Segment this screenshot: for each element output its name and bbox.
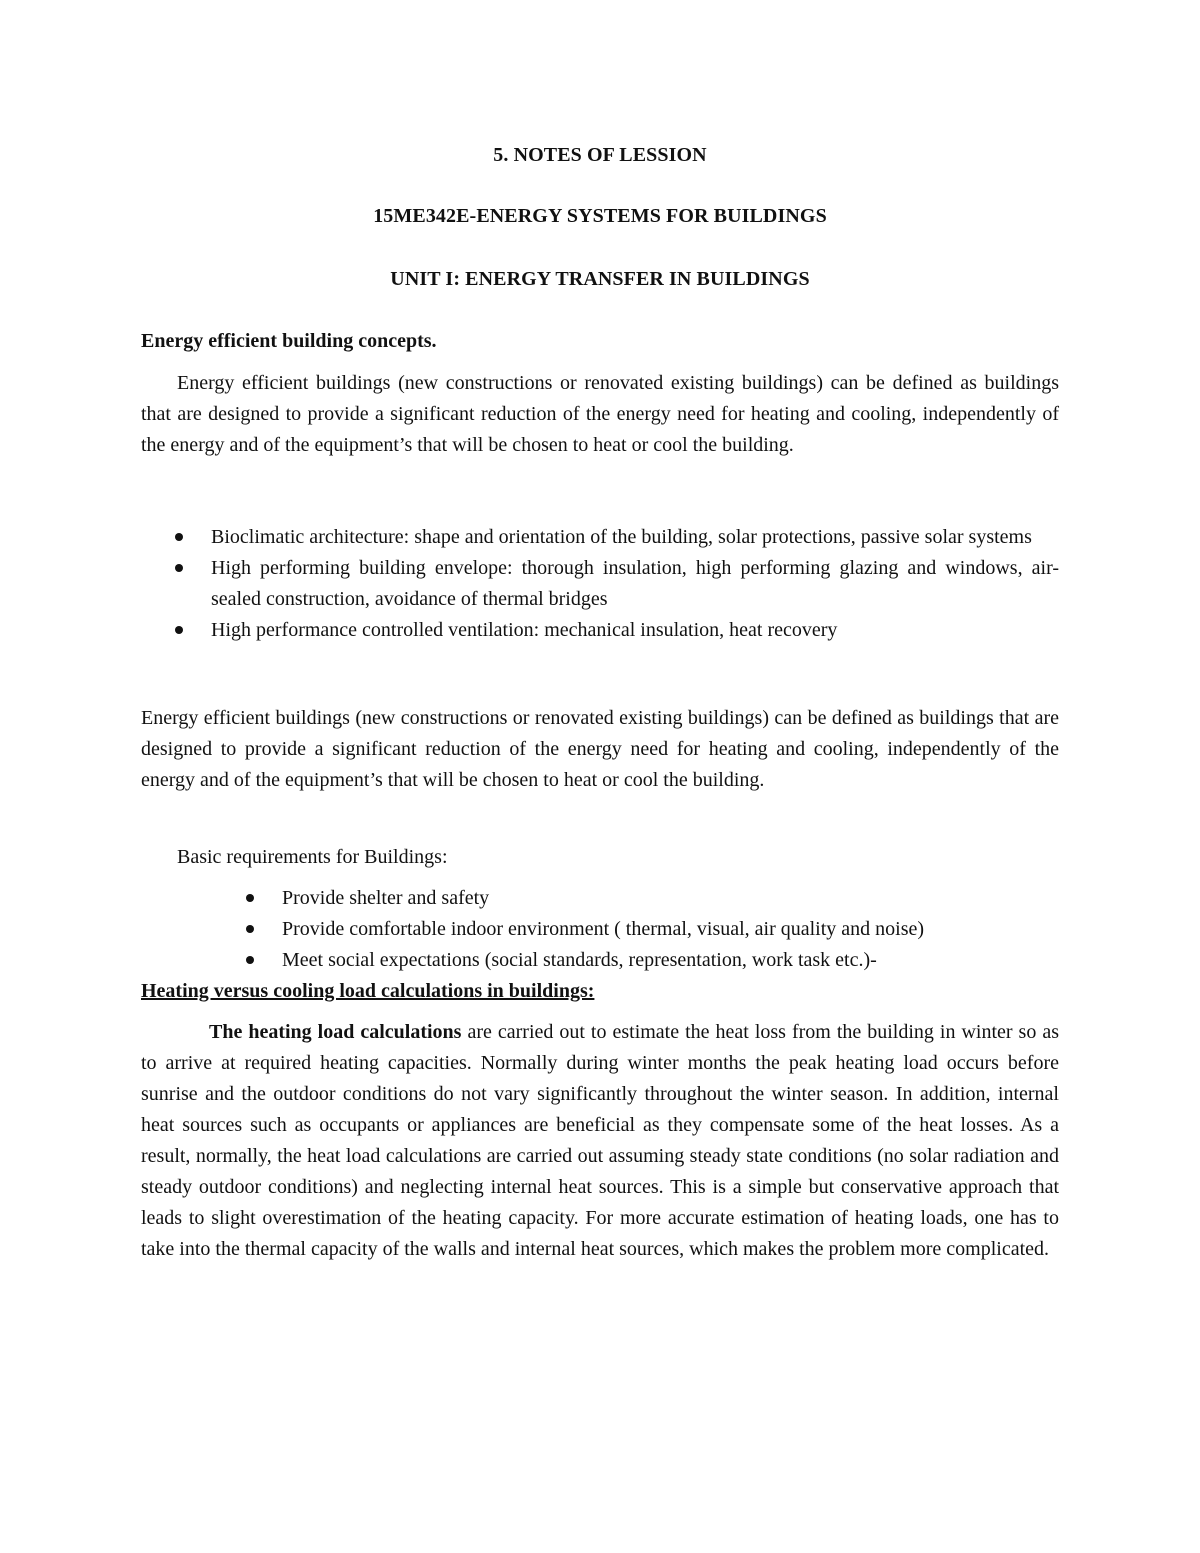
list-item-text: High performing building envelope: thorough insulation, high performing glazing and windows, air-sealed construction, avoidance of thermal bridges xyxy=(211,557,1059,610)
list-item xyxy=(211,615,1059,646)
document-title: 5. NOTES OF LESSION xyxy=(493,144,707,166)
paragraph-heating-load xyxy=(141,1017,1059,1265)
bullet-icon xyxy=(175,533,183,541)
list-item-text: High performance controlled ventilation: mechanical insulation, heat recovery xyxy=(211,619,838,641)
list-item xyxy=(211,522,1059,553)
heating-load-body: are carried out to estimate the heat loss from the building in winter so as to arrive at required heating capacities. Normally during winter months the peak heating load occurs before sunrise and the outdoor conditions do not vary significantly throughout the winter season. In addition, internal heat sources such as occupants or appliances are beneficial as they compensate some of the heat losses. As a result, normally, the heat load calculations are carried out assuming steady state conditions (no solar radiation and steady outdoor conditions) and neglecting internal heat sources. This is a simple but conservative approach that leads to slight overestimation of the heating capacity. For more accurate estimation of heating loads, one has to take into the thermal capacity of the walls and internal heat sources, which makes the problem more complicated. xyxy=(141,1021,1059,1260)
list-item xyxy=(282,945,1059,976)
bullet-icon xyxy=(246,894,254,902)
list-item-text: Bioclimatic architecture: shape and orientation of the building, solar protections, passive solar systems xyxy=(211,526,1032,548)
concept-bullet-list xyxy=(211,522,1059,646)
bullet-icon xyxy=(175,626,183,634)
bullet-icon xyxy=(246,925,254,933)
unit-title: UNIT I: ENERGY TRANSFER IN BUILDINGS xyxy=(390,268,810,290)
bullet-icon xyxy=(175,564,183,572)
list-item xyxy=(282,883,1059,914)
paragraph-definition-repeat: Energy efficient buildings (new constructions or renovated existing buildings) can be defined as buildings that are designed to provide a significant reduction of the energy need for heating and cooling, independently of the energy and of the equipment’s that will be chosen to heat or cool the building. xyxy=(141,707,1059,791)
list-item-text: Meet social expectations (social standards, representation, work task etc.)- xyxy=(282,949,877,971)
list-item xyxy=(211,553,1059,615)
section-heading-heating-cooling: Heating versus cooling load calculations in buildings: xyxy=(141,980,595,1002)
course-title: 15ME342E-ENERGY SYSTEMS FOR BUILDINGS xyxy=(373,205,827,227)
list-item-text: Provide shelter and safety xyxy=(282,887,490,909)
section-heading-energy-efficient: Energy efficient building concepts. xyxy=(141,330,437,352)
bullet-icon xyxy=(246,956,254,964)
requirements-intro: Basic requirements for Buildings: xyxy=(177,846,448,868)
paragraph-definition: Energy efficient buildings (new constructions or renovated existing buildings) can be defined as buildings that are designed to provide a significant reduction of the energy need for heating and cooling, independently of the energy and of the equipment’s that will be chosen to heat or cool the building. xyxy=(141,372,1059,456)
heating-load-lead: The heating load calculations xyxy=(209,1021,462,1043)
list-item-text: Provide comfortable indoor environment ( thermal, visual, air quality and noise) xyxy=(282,918,925,940)
list-item xyxy=(282,914,1059,945)
requirements-bullet-list xyxy=(282,883,1059,976)
